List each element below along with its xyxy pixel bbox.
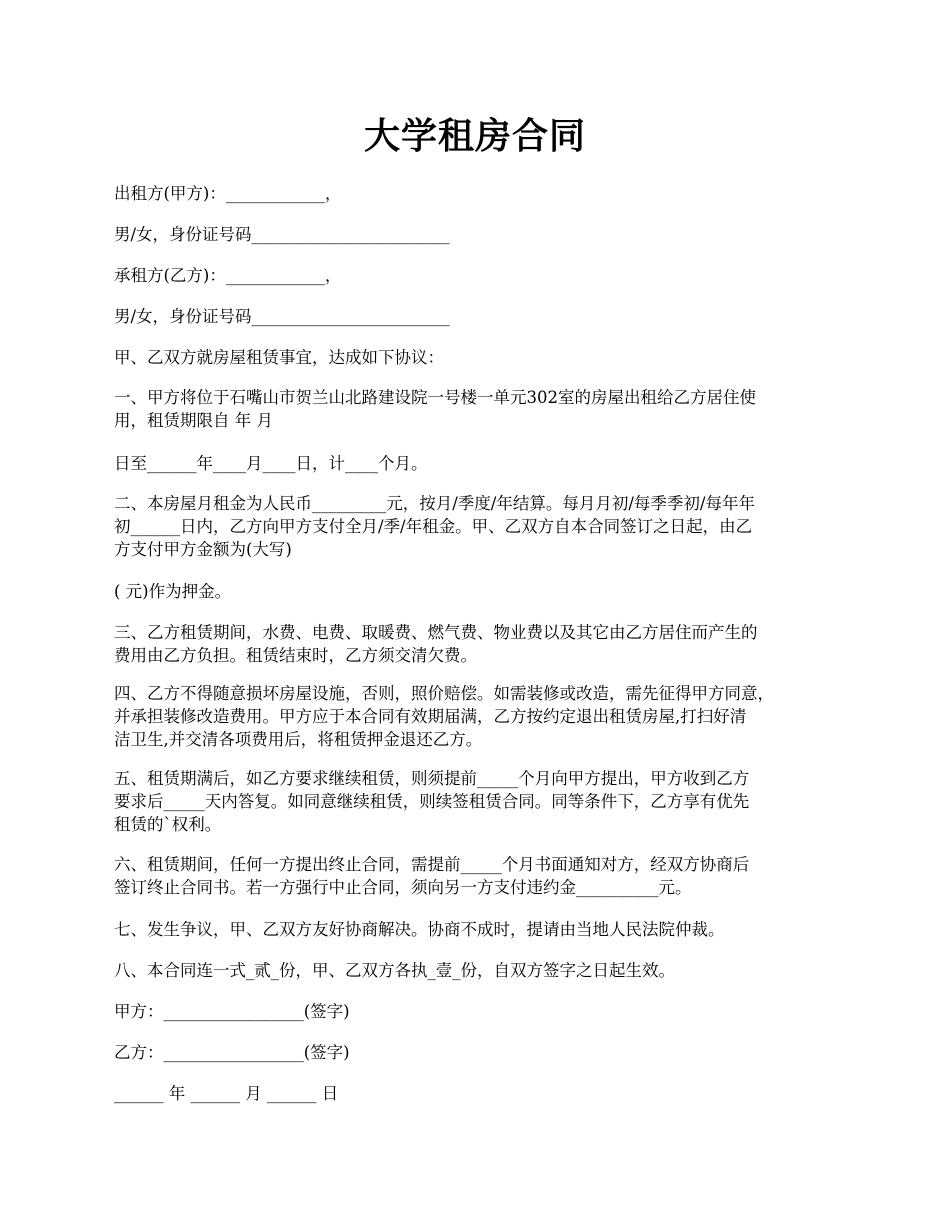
clause-5: 五、租赁期满后，如乙方要求继续租赁，则须提前_____个月向甲方提出，甲方收到乙方 要求后_____天内答复。如同意继续租赁，则续签租赁合同。同等条件下，乙方享有优先 租赁的`权利。 bbox=[114, 769, 750, 834]
clause-8: 八、本合同连一式_贰_份，甲、乙双方各执_壹_份，自双方签字之日起生效。 bbox=[114, 961, 675, 980]
clause-6: 六、租赁期间，任何一方提出终止合同，需提前_____个月书面通知对方，经双方协商后 签订终止合同书。若一方强行中止合同，须向另一方支付违约金__________元。 bbox=[114, 855, 750, 897]
agreement-intro: 甲、乙双方就房屋租赁事宜，达成如下协议： bbox=[114, 348, 444, 367]
clause-7: 七、发生争议，甲、乙双方友好协商解决。协商不成时，提请由当地人民法院仲裁。 bbox=[114, 920, 725, 939]
document-title: 大学租房合同 bbox=[363, 115, 586, 157]
clause-1: 一、甲方将位于石嘴山市贺兰山北路建设院一号楼一单元302室的房屋出租给乙方居住使 用，租赁期限自 年 月 bbox=[114, 388, 756, 430]
party-a-signature: 甲方：_________________(签字) bbox=[114, 1002, 350, 1021]
lessor-id-line: 男/女，身份证号码________________________ bbox=[114, 225, 450, 244]
signing-date: ______ 年 ______ 月 ______ 日 bbox=[114, 1084, 339, 1103]
clause-1-period: 日至______年____月____日，计____个月。 bbox=[114, 454, 428, 473]
party-b-signature: 乙方：_________________(签字) bbox=[114, 1043, 350, 1062]
clause-2-deposit: ( 元)作为押金。 bbox=[114, 582, 232, 601]
clause-2: 二、本房屋月租金为人民币_________元，按月/季度/年结算。每月月初/每季季初/每年年 初______日内，乙方向甲方支付全月/季/年租金。甲、乙双方自本合同签订之日起，由乙 方支付甲方金额为(大写) bbox=[114, 494, 755, 559]
lessor-line: 出租方(甲方)：____________， bbox=[114, 184, 342, 203]
lessee-id-line: 男/女，身份证号码________________________ bbox=[114, 307, 450, 326]
lessee-line: 承租方(乙方)：____________， bbox=[114, 266, 342, 285]
clause-4: 四、乙方不得随意损坏房屋设施，否则，照价赔偿。如需装修或改造，需先征得甲方同意， 并承担装修改造费用。甲方应于本合同有效期届满，乙方按约定退出租赁房屋,打扫好清 洁卫生,并交清各项费用后，将租赁押金退还乙方。 bbox=[114, 684, 774, 749]
clause-3: 三、乙方租赁期间，水费、电费、取暖费、燃气费、物业费以及其它由乙方居住而产生的 费用由乙方负担。租赁结束时，乙方须交清欠费。 bbox=[114, 623, 758, 665]
